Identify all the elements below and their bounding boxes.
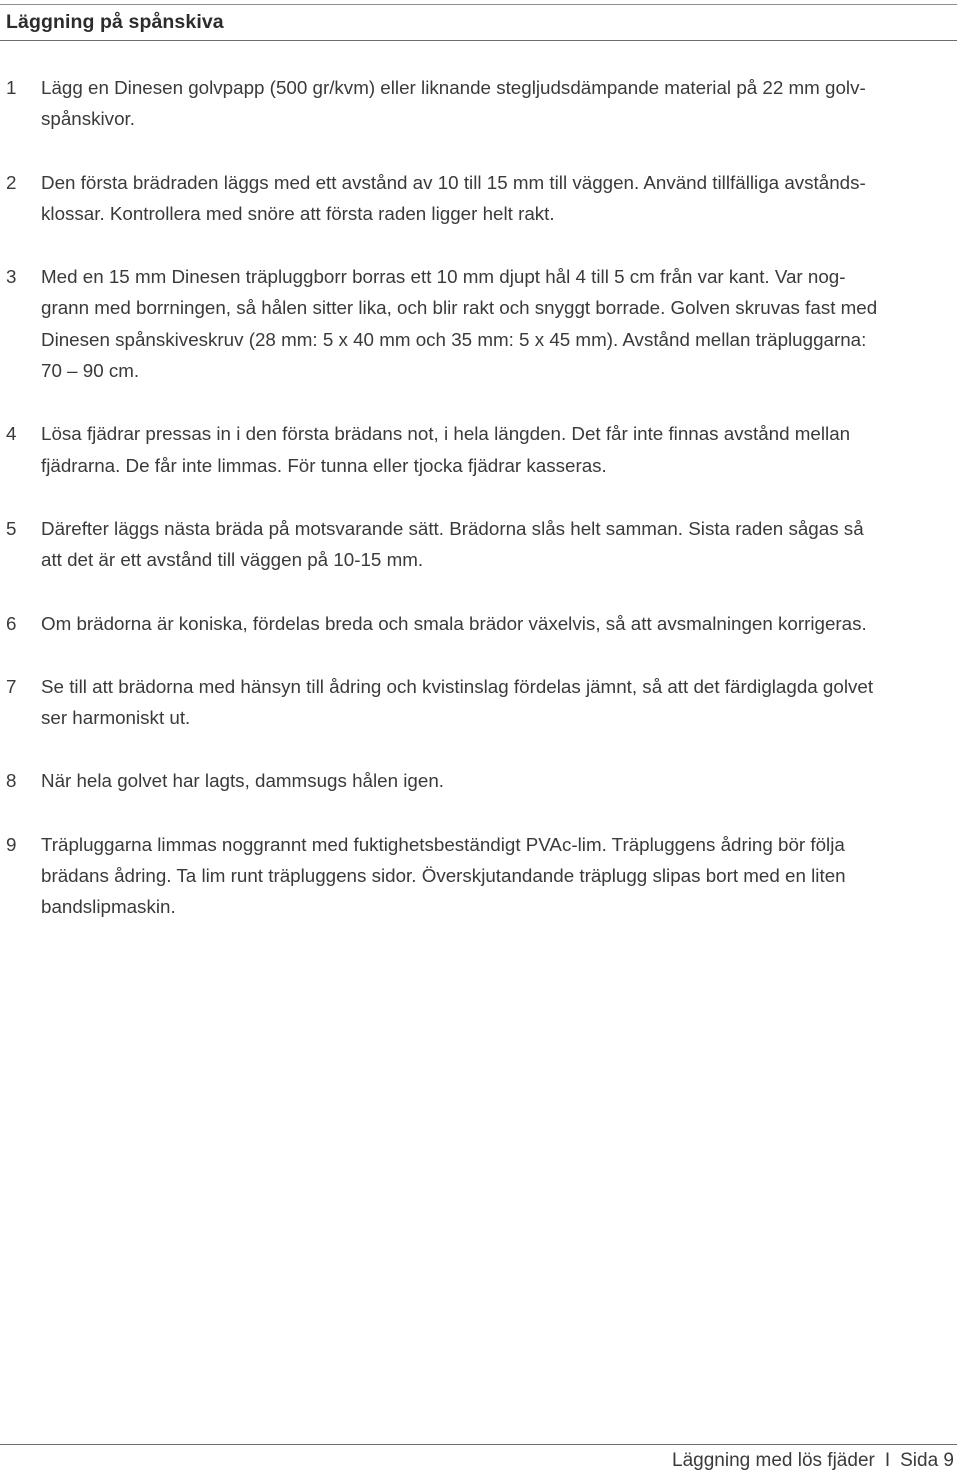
step-line: Lägg en Dinesen golvpapp (500 gr/kvm) eller liknande stegljudsdämpande material på 22 mm golv-: [41, 77, 866, 98]
step-line: fjädrarna. De får inte limmas. För tunna eller tjocka fjädrar kasseras.: [41, 454, 607, 476]
instruction-step: [0, 72, 960, 135]
step-line: brädans ådring. Ta lim runt träpluggens sidor. Överskjutandande träplugg slipas bort med en liten: [41, 865, 846, 887]
instruction-step: [0, 765, 960, 796]
step-line: Träpluggarna limmas noggrannt med fuktighetsbeständigt PVAc-lim. Träpluggens ådring bör följa: [41, 833, 845, 855]
footer-section-title: Läggning med lös fjäder: [672, 1450, 875, 1471]
step-line: 70 – 90 cm.: [41, 360, 140, 382]
step-text: [41, 72, 960, 135]
step-number: 6: [6, 612, 17, 634]
step-line: grann med borrningen, så hålen sitter lika, och blir rakt och snyggt borrade. Golven skruvas fast med: [41, 297, 878, 319]
page-title: Läggning på spånskiva: [6, 11, 224, 33]
step-line: Därefter läggs nästa bräda på motsvarande sätt. Brädorna slås helt samman. Sista raden sågas så: [41, 517, 864, 539]
top-rule: [0, 4, 957, 5]
instruction-step: [0, 829, 960, 923]
step-text: [41, 167, 960, 230]
step-line: Lösa fjädrar pressas in i den första brädans not, i hela längden. Det får inte finnas avstånd mellan: [41, 423, 851, 445]
step-text: [41, 608, 960, 639]
step-line: spånskivor.: [41, 108, 135, 130]
step-number: 8: [6, 770, 17, 792]
title-underline: [0, 40, 957, 41]
step-text: [41, 671, 960, 734]
step-line: Den första brädraden läggs med ett avstånd av 10 till 15 mm till väggen. Använd tillfälliga avstånds-: [41, 171, 866, 193]
step-line: Med en 15 mm Dinesen träpluggborr borras ett 10 mm djupt hål 4 till 5 cm från var kant. Var nog-: [41, 266, 846, 288]
footer-rule: [0, 1444, 957, 1445]
step-text: [41, 829, 960, 923]
instruction-step: [0, 608, 960, 639]
step-line: Se till att brädorna med hänsyn till ådring och kvistinslag fördelas jämnt, så att det färdiglagda golvet: [41, 675, 874, 697]
step-line: Om brädorna är koniska, fördelas breda och smala brädor växelvis, så att avsmalningen korrigeras.: [41, 612, 867, 634]
step-number: 9: [6, 833, 17, 855]
step-line: Dinesen spånskiveskruv (28 mm: 5 x 40 mm och 35 mm: 5 x 45 mm). Avstånd mellan träpluggarna:: [41, 328, 867, 350]
step-text: [41, 513, 960, 576]
step-line: ser harmoniskt ut.: [41, 707, 191, 729]
step-number: 1: [6, 77, 17, 98]
instruction-step: [0, 671, 960, 734]
step-number: 3: [6, 266, 17, 288]
instruction-step: [0, 167, 960, 230]
page-footer: [672, 1450, 954, 1472]
step-text: [41, 418, 960, 481]
step-text: [41, 765, 960, 796]
step-line: att det är ett avstånd till väggen på 10-15 mm.: [41, 549, 424, 571]
step-number: 5: [6, 517, 17, 539]
instruction-list: [0, 72, 960, 923]
instruction-step: [0, 418, 960, 481]
footer-separator: I: [884, 1450, 891, 1471]
step-text: [41, 261, 960, 386]
instruction-step: [0, 513, 960, 576]
step-number: 4: [6, 423, 17, 445]
step-number: 2: [6, 171, 17, 193]
step-line: bandslipmaskin.: [41, 896, 176, 918]
instruction-step: [0, 261, 960, 386]
page-number: Sida 9: [900, 1450, 954, 1471]
step-line: När hela golvet har lagts, dammsugs hålen igen.: [41, 770, 444, 792]
step-line: klossar. Kontrollera med snöre att första raden ligger helt rakt.: [41, 202, 555, 224]
step-number: 7: [6, 675, 17, 697]
